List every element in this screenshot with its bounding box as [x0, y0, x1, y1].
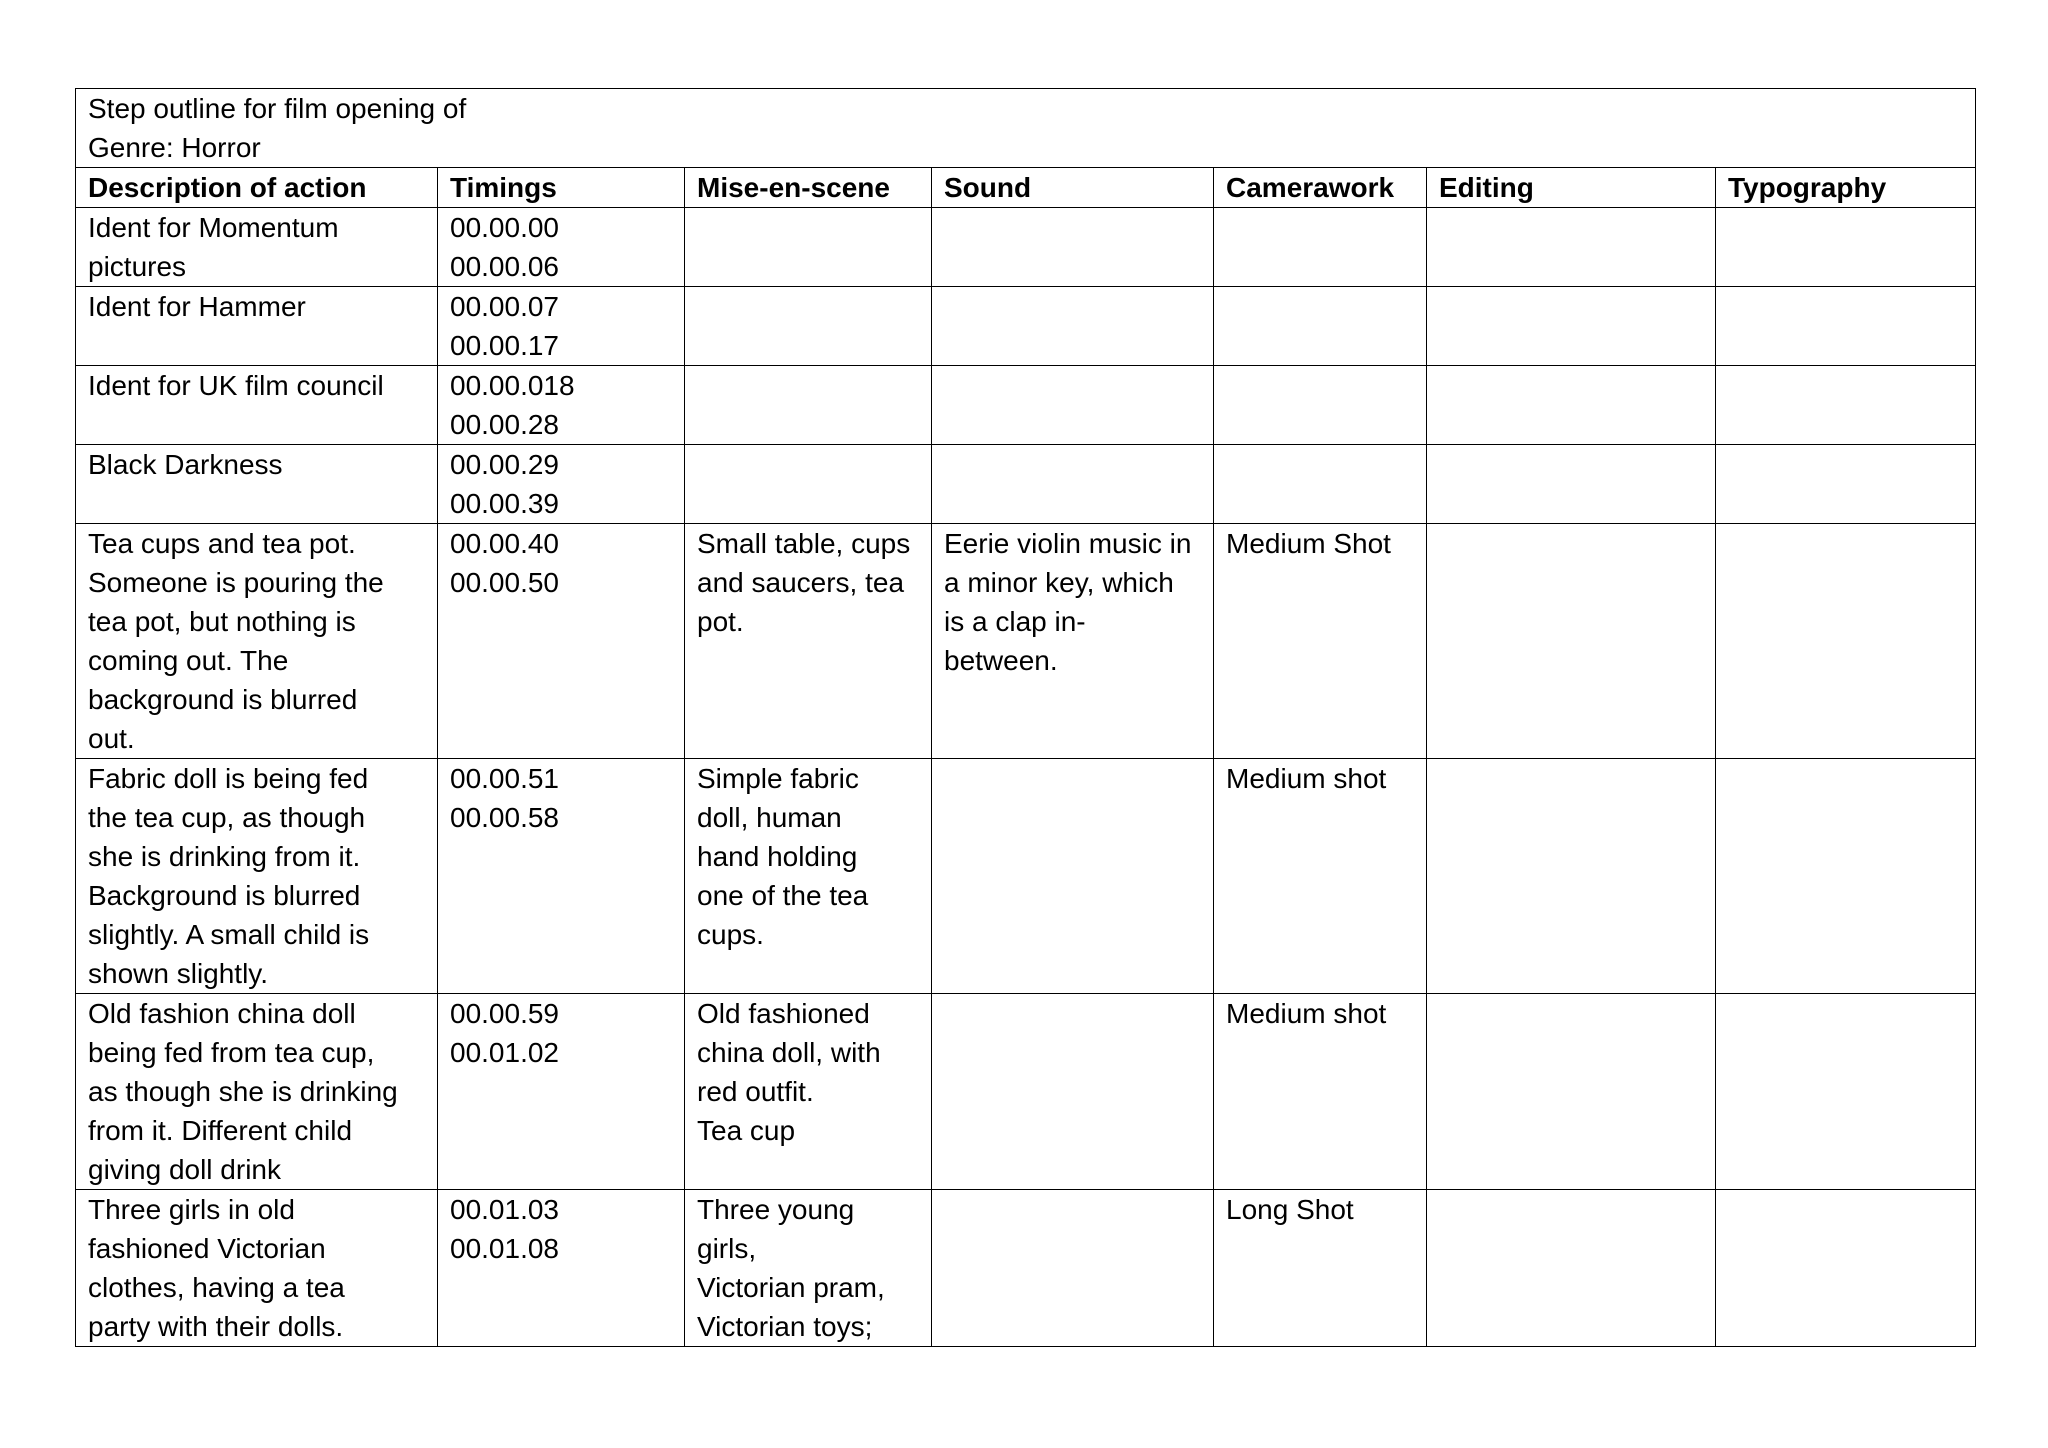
description-cell: Tea cups and tea pot. Someone is pouring the tea pot, but nothing is coming out. The background is blurred out. — [76, 524, 438, 759]
description-cell: Ident for Momentum pictures — [76, 208, 438, 287]
table-row — [76, 759, 1976, 994]
column-header-editing: Editing — [1427, 168, 1716, 208]
typography-cell — [1716, 287, 1976, 366]
column-header-description: Description of action — [76, 168, 438, 208]
timings-cell: 00.00.51 00.00.58 — [438, 759, 685, 994]
typography-cell — [1716, 1190, 1976, 1347]
mise-en-scene-cell: Small table, cups and saucers, tea pot. — [685, 524, 932, 759]
table-row — [76, 524, 1976, 759]
sound-cell — [932, 445, 1214, 524]
column-header-camerawork: Camerawork — [1214, 168, 1427, 208]
column-header-sound: Sound — [932, 168, 1214, 208]
sound-cell — [932, 994, 1214, 1190]
timings-cell: 00.00.29 00.00.39 — [438, 445, 685, 524]
timings-cell: 00.00.00 00.00.06 — [438, 208, 685, 287]
timings-cell: 00.01.03 00.01.08 — [438, 1190, 685, 1347]
typography-cell — [1716, 445, 1976, 524]
header-row — [76, 168, 1976, 208]
table-row — [76, 208, 1976, 287]
description-cell: Ident for UK film council — [76, 366, 438, 445]
editing-cell — [1427, 994, 1716, 1190]
editing-cell — [1427, 1190, 1716, 1347]
sound-cell — [932, 759, 1214, 994]
description-cell: Ident for Hammer — [76, 287, 438, 366]
camerawork-cell: Medium shot — [1214, 994, 1427, 1190]
editing-cell — [1427, 445, 1716, 524]
sound-cell — [932, 366, 1214, 445]
timings-cell: 00.00.40 00.00.50 — [438, 524, 685, 759]
sound-cell — [932, 208, 1214, 287]
mise-en-scene-cell: Simple fabric doll, human hand holding one of the tea cups. — [685, 759, 932, 994]
sound-cell — [932, 1190, 1214, 1347]
camerawork-cell: Medium Shot — [1214, 524, 1427, 759]
table-row — [76, 287, 1976, 366]
editing-cell — [1427, 287, 1716, 366]
typography-cell — [1716, 208, 1976, 287]
document-page — [75, 88, 1975, 1347]
mise-en-scene-cell: Old fashioned china doll, with red outfit. Tea cup — [685, 994, 932, 1190]
camerawork-cell — [1214, 445, 1427, 524]
sound-cell — [932, 287, 1214, 366]
typography-cell — [1716, 994, 1976, 1190]
title-line-1: Step outline for film opening of — [88, 93, 467, 124]
table-row — [76, 1190, 1976, 1347]
table-row — [76, 445, 1976, 524]
mise-en-scene-cell — [685, 366, 932, 445]
camerawork-cell — [1214, 366, 1427, 445]
column-header-mise-en-scene: Mise-en-scene — [685, 168, 932, 208]
timings-cell: 00.00.07 00.00.17 — [438, 287, 685, 366]
table-row — [76, 994, 1976, 1190]
sound-cell: Eerie violin music in a minor key, which is a clap in- between. — [932, 524, 1214, 759]
description-cell: Old fashion china doll being fed from tea cup, as though she is drinking from it. Different child giving doll drink — [76, 994, 438, 1190]
timings-cell: 00.00.59 00.01.02 — [438, 994, 685, 1190]
mise-en-scene-cell — [685, 208, 932, 287]
mise-en-scene-cell — [685, 445, 932, 524]
editing-cell — [1427, 366, 1716, 445]
typography-cell — [1716, 524, 1976, 759]
timings-cell: 00.00.018 00.00.28 — [438, 366, 685, 445]
step-outline-table — [75, 88, 1976, 1347]
typography-cell — [1716, 759, 1976, 994]
description-cell: Black Darkness — [76, 445, 438, 524]
description-cell: Three girls in old fashioned Victorian clothes, having a tea party with their dolls. — [76, 1190, 438, 1347]
column-header-typography: Typography — [1716, 168, 1976, 208]
camerawork-cell — [1214, 287, 1427, 366]
title-cell — [76, 89, 1976, 168]
table-row — [76, 366, 1976, 445]
camerawork-cell: Medium shot — [1214, 759, 1427, 994]
editing-cell — [1427, 524, 1716, 759]
genre-line: Genre: Horror — [88, 132, 261, 163]
typography-cell — [1716, 366, 1976, 445]
camerawork-cell — [1214, 208, 1427, 287]
camerawork-cell: Long Shot — [1214, 1190, 1427, 1347]
mise-en-scene-cell — [685, 287, 932, 366]
description-cell: Fabric doll is being fed the tea cup, as though she is drinking from it. Background is blurred slightly. A small child is shown slightly. — [76, 759, 438, 994]
title-row — [76, 89, 1976, 168]
editing-cell — [1427, 208, 1716, 287]
column-header-timings: Timings — [438, 168, 685, 208]
editing-cell — [1427, 759, 1716, 994]
mise-en-scene-cell: Three young girls, Victorian pram, Victorian toys; — [685, 1190, 932, 1347]
